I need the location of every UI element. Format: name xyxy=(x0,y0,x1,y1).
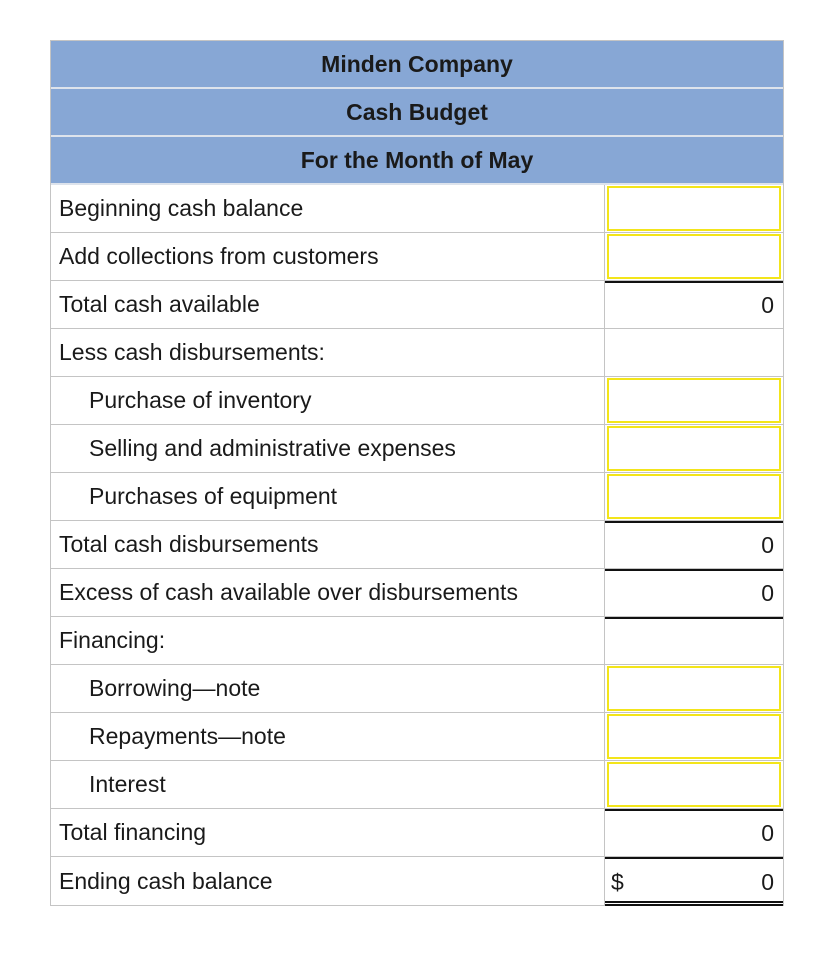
company-name: Minden Company xyxy=(51,41,783,89)
cash-budget-table xyxy=(50,40,784,906)
beginning-cash-label: Beginning cash balance xyxy=(51,185,605,232)
row-total-financing xyxy=(51,809,783,857)
financing-label: Financing: xyxy=(51,617,605,664)
collections-label: Add collections from customers xyxy=(51,233,605,280)
less-disbursements-label: Less cash disbursements: xyxy=(51,329,605,376)
row-repayments xyxy=(51,713,783,761)
less-disbursements-cell xyxy=(605,329,783,376)
repayments-input[interactable] xyxy=(607,714,781,759)
borrowing-label: Borrowing—note xyxy=(51,665,605,712)
row-interest xyxy=(51,761,783,809)
row-beginning-cash xyxy=(51,185,783,233)
selling-admin-cell xyxy=(605,425,783,472)
total-financing-value: 0 xyxy=(605,809,783,856)
total-disbursements-label: Total cash disbursements xyxy=(51,521,605,568)
row-total-disbursements xyxy=(51,521,783,569)
row-financing xyxy=(51,617,783,665)
row-equipment xyxy=(51,473,783,521)
row-borrowing xyxy=(51,665,783,713)
row-ending-cash xyxy=(51,857,783,905)
total-financing-label: Total financing xyxy=(51,809,605,856)
financing-cell xyxy=(605,617,783,664)
double-underline xyxy=(605,901,783,906)
interest-cell xyxy=(605,761,783,808)
excess-value: 0 xyxy=(605,569,783,616)
row-less-disbursements xyxy=(51,329,783,377)
interest-label: Interest xyxy=(51,761,605,808)
total-available-label: Total cash available xyxy=(51,281,605,328)
selling-admin-input[interactable] xyxy=(607,426,781,471)
row-total-available xyxy=(51,281,783,329)
total-available-cell xyxy=(605,281,783,328)
ending-cash-value: 0 xyxy=(761,868,774,895)
total-available-value: 0 xyxy=(605,281,783,328)
inventory-cell xyxy=(605,377,783,424)
excess-cell xyxy=(605,569,783,616)
excess-label: Excess of cash available over disbursements xyxy=(51,569,605,616)
selling-admin-label: Selling and administrative expenses xyxy=(51,425,605,472)
interest-input[interactable] xyxy=(607,762,781,807)
row-collections xyxy=(51,233,783,281)
borrowing-input[interactable] xyxy=(607,666,781,711)
collections-cell xyxy=(605,233,783,280)
beginning-cash-input[interactable] xyxy=(607,186,781,231)
statement-period: For the Month of May xyxy=(51,137,783,185)
currency-symbol: $ xyxy=(611,868,624,895)
repayments-cell xyxy=(605,713,783,760)
statement-title: Cash Budget xyxy=(51,89,783,137)
inventory-input[interactable] xyxy=(607,378,781,423)
equipment-cell xyxy=(605,473,783,520)
total-disbursements-value: 0 xyxy=(605,521,783,568)
beginning-cash-cell xyxy=(605,185,783,232)
equipment-input[interactable] xyxy=(607,474,781,519)
borrowing-cell xyxy=(605,665,783,712)
row-inventory xyxy=(51,377,783,425)
total-disbursements-cell xyxy=(605,521,783,568)
equipment-label: Purchases of equipment xyxy=(51,473,605,520)
repayments-label: Repayments—note xyxy=(51,713,605,760)
collections-input[interactable] xyxy=(607,234,781,279)
row-selling-admin xyxy=(51,425,783,473)
row-excess xyxy=(51,569,783,617)
ending-cash-label: Ending cash balance xyxy=(51,857,605,905)
ending-cash-amount xyxy=(605,857,783,905)
total-financing-cell xyxy=(605,809,783,856)
inventory-label: Purchase of inventory xyxy=(51,377,605,424)
ending-cash-cell xyxy=(605,857,783,905)
